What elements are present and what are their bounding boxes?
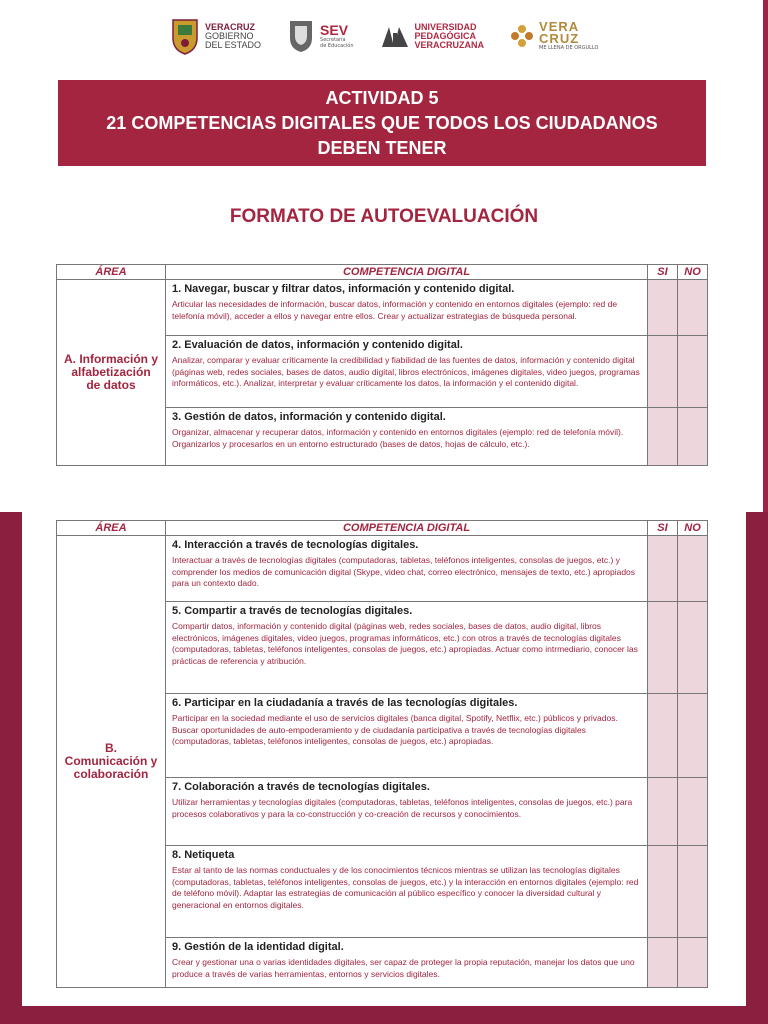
logo-sev [287, 18, 354, 54]
checkbox-no[interactable] [678, 938, 708, 988]
competency-title: 5. Compartir a través de tecnologías digitales. [172, 605, 413, 617]
competency-desc: Participar en la sociedad mediante el uso de servicios digitales (banca digital, Spotify, Netflix, etc.) públicos y privados. Buscar oportunidades de auto-empoderamiento y de ciudadanía participativa a través de tecnologías digitales (computadoras, tabletas, teléfonos inteligentes, consolas de juegos, etc.) apropiadas. [172, 713, 618, 746]
competency-cell [166, 846, 648, 938]
competency-desc: Analizar, comparar y evaluar críticamente la credibilidad y fiabilidad de las fuentes de datos, información y contenido digital (páginas web, redes sociales, bases de datos, audio digital, libros electrónicos, imágenes digitales, video juegos, programas informáticos, etc.). Analizar, interpretar y evaluar críticamente los datos, la información y el contenido digital. [172, 355, 640, 388]
logo-veracruz-text [205, 23, 261, 50]
checkbox-si[interactable] [648, 846, 678, 938]
col-header-area: ÁREA [57, 265, 166, 280]
page-edge-right [763, 0, 768, 512]
col-header-competencia: COMPETENCIA DIGITAL [166, 521, 648, 536]
table-header-row [57, 521, 708, 536]
banner-line-1: ACTIVIDAD 5 [325, 87, 439, 108]
competency-desc: Articular las necesidades de información, buscar datos, información y contenido en entornos digitales (ejemplo: red de telefonía móvil), acceder a ellos y navegar entre ellos. Crear y actualizar estrategias de búsqueda personal. [172, 299, 618, 321]
area-label-b: B. Comunicación y colaboración [57, 536, 166, 988]
logo-line: VERACRUZ [205, 21, 256, 32]
logo-tagline: ME LLENA DE ORGULLO [539, 45, 599, 51]
checkbox-no[interactable] [678, 602, 708, 694]
sev-shield-icon [287, 18, 315, 54]
checkbox-no[interactable] [678, 778, 708, 846]
logo-veracruz-orgullo [510, 21, 598, 51]
competency-desc: Estar al tanto de las normas conductuales y de los conocimientos técnicos mientras se utilizan las tecnologías digitales (computadoras, tabletas, teléfonos inteligentes, consolas de juegos, etc.) y la interacción en entornos digitales (ejemplo: red de teléfono móvil). Adaptar las estrategias de comunicación al público específico y conocer la diversidad cultural y generacional en entornos digitales. [172, 865, 639, 910]
checkbox-no[interactable] [678, 336, 708, 408]
logo-line: VERA [539, 19, 580, 34]
competency-cell [166, 408, 648, 466]
table-area-b [56, 520, 708, 988]
logo-line: DEL ESTADO [205, 39, 262, 50]
competency-cell [166, 778, 648, 846]
logo-line: UNIVERSIDAD [414, 21, 477, 32]
logo-line: de Educación [320, 42, 354, 49]
checkbox-si[interactable] [648, 280, 678, 336]
checkbox-si[interactable] [648, 602, 678, 694]
checkbox-si[interactable] [648, 336, 678, 408]
competency-desc: Compartir datos, información y contenido digital (páginas web, redes sociales, bases de datos, audio digital, libros electrónicos, imágenes digitales, video juegos, programas informáticos, etc.) con otros a través de tecnologías digitales (computadoras, tabletas, teléfonos inteligentes, consolas de juegos, etc.) apropiadas. Actuar como intrmediario, conocer las prácticas de referencia y atribución. [172, 621, 638, 666]
flower-icon [510, 24, 534, 48]
competency-cell [166, 694, 648, 778]
logo-sev-title: SEV [320, 21, 349, 38]
competency-title: 1. Navegar, buscar y filtrar datos, información y contenido digital. [172, 283, 515, 295]
header-logos [170, 10, 600, 62]
competency-title: 6. Participar en la ciudadanía a través de las tecnologías digitales. [172, 697, 518, 709]
competency-title: 7. Colaboración a través de tecnologías digitales. [172, 781, 430, 793]
competency-cell [166, 602, 648, 694]
checkbox-si[interactable] [648, 938, 678, 988]
logo-line: Secretaría [320, 36, 346, 43]
logo-line: PEDAGÓGICA [414, 30, 477, 41]
banner-line-3: DEBEN TENER [317, 137, 447, 158]
competency-desc: Organizar, almacenar y recuperar datos, información y contenido en entornos digitales (ejemplo: red de telefonía móvil). Organizarlos y procesarlos en un entorno estructurado (bases de datos, hojas de cálculo, etc.). [172, 427, 624, 449]
upv-emblem-icon [380, 21, 410, 51]
competency-cell [166, 280, 648, 336]
checkbox-no[interactable] [678, 280, 708, 336]
competency-title: 8. Netiqueta [172, 849, 235, 861]
logo-upv [380, 21, 485, 51]
logo-line: VERACRUZANA [414, 39, 485, 50]
competency-title: 9. Gestión de la identidad digital. [172, 941, 344, 953]
checkbox-no[interactable] [678, 408, 708, 466]
col-header-si: SI [648, 521, 678, 536]
logo-vera-text [539, 21, 598, 51]
logo-veracruz-gobierno [170, 16, 261, 56]
logo-line: CRUZ [539, 31, 580, 46]
competency-title: 2. Evaluación de datos, información y contenido digital. [172, 339, 463, 351]
competency-cell [166, 536, 648, 602]
form-subtitle: FORMATO DE AUTOEVALUACIÓN [229, 206, 539, 227]
col-header-area: ÁREA [57, 521, 166, 536]
checkbox-si[interactable] [648, 778, 678, 846]
competency-desc: Utilizar herramientas y tecnologías digitales (computadoras, tabletas, teléfonos inteligentes, consolas de juegos, etc.) para procesos colaborativos y para la co-construcción y co-creación de recursos y conocimientos. [172, 797, 633, 819]
logo-line: GOBIERNO [205, 30, 254, 41]
table-row [57, 536, 708, 602]
checkbox-si[interactable] [648, 536, 678, 602]
checkbox-si[interactable] [648, 694, 678, 778]
checkbox-no[interactable] [678, 694, 708, 778]
table-header-row [57, 265, 708, 280]
checkbox-si[interactable] [648, 408, 678, 466]
competency-cell [166, 336, 648, 408]
col-header-si: SI [648, 265, 678, 280]
competency-title: 4. Interacción a través de tecnologías digitales. [172, 539, 419, 551]
competency-title: 3. Gestión de datos, información y contenido digital. [172, 411, 446, 423]
competency-desc: Crear y gestionar una o varias identidades digitales, ser capaz de proteger la propia reputación, manejar los datos que uno produce a través de varias herramientas, entornos y servicios digitales. [172, 957, 635, 979]
activity-banner [58, 80, 706, 166]
col-header-competencia: COMPETENCIA DIGITAL [166, 265, 648, 280]
col-header-no: NO [678, 521, 708, 536]
checkbox-no[interactable] [678, 536, 708, 602]
table-area-a [56, 264, 708, 466]
table-row [57, 280, 708, 336]
area-label-a: A. Información y alfabetización de datos [57, 280, 166, 466]
checkbox-no[interactable] [678, 846, 708, 938]
competency-cell [166, 938, 648, 988]
logo-upv-text [415, 23, 485, 50]
col-header-no: NO [678, 265, 708, 280]
coat-of-arms-icon [170, 16, 200, 56]
competency-desc: Interactuar a través de tecnologías digitales (computadoras, tabletas, teléfonos inteligentes, consolas de juegos, etc.) y comprender los medios de comunicación digital (Skype, video chat, correo electrónico, mensajes de texto, etc.) apropiados para un contexto dado. [172, 555, 636, 588]
banner-line-2: 21 COMPETENCIAS DIGITALES QUE TODOS LOS CIUDADANOS [106, 112, 658, 133]
logo-sev-text [320, 21, 354, 49]
